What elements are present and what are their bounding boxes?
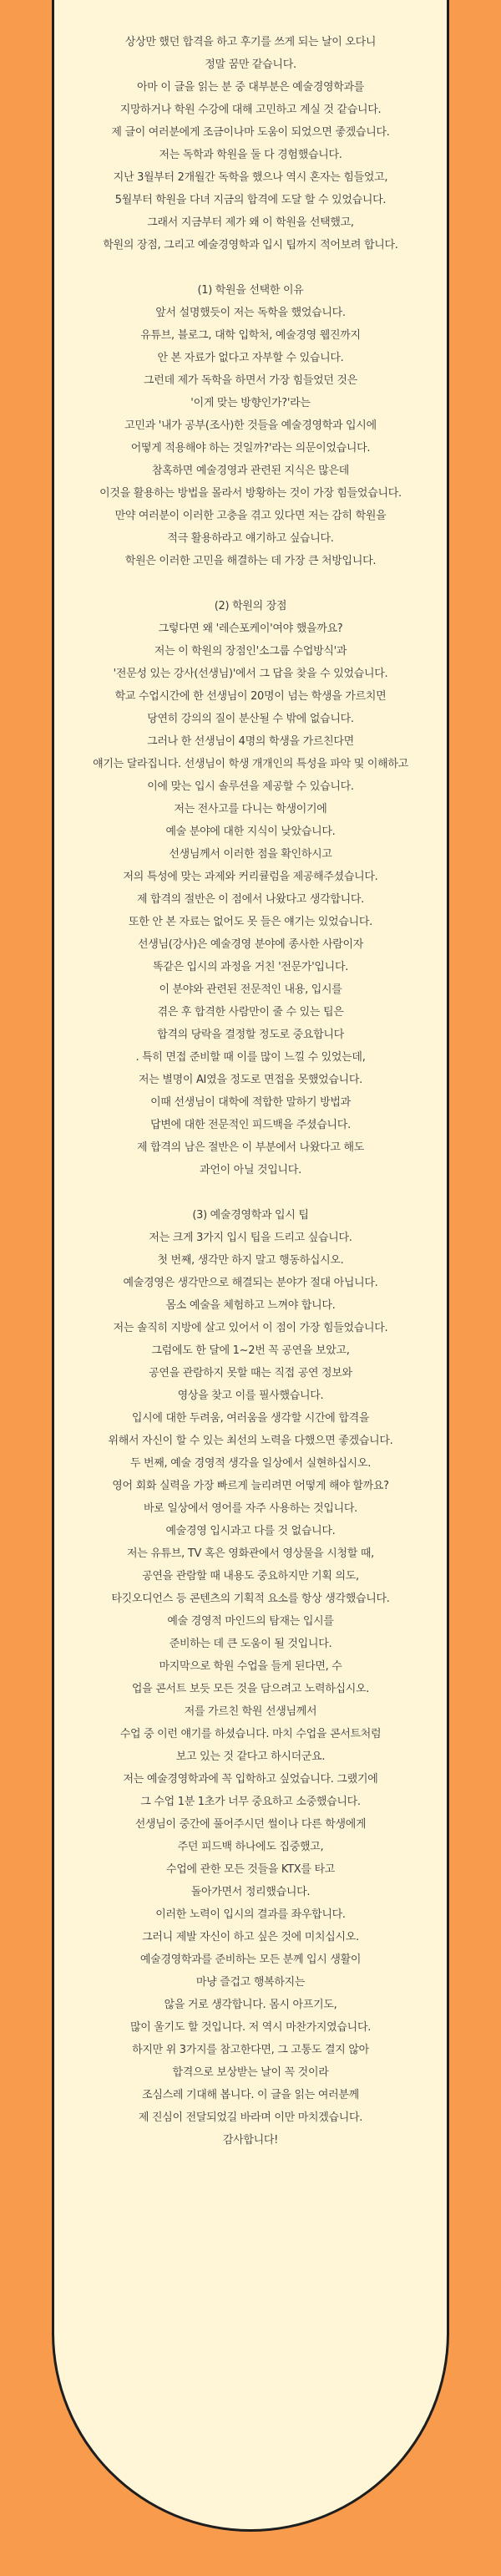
text-line: 겪은 후 합격한 사람만이 줄 수 있는 팁은 — [157, 1006, 344, 1019]
text-line: 영어 회화 실력을 가장 빠르게 늘리려면 어떻게 해야 할까요? — [112, 1480, 389, 1492]
section-3 — [58, 1204, 443, 2152]
text-line: 적극 활용하라고 얘기하고 싶습니다. — [167, 532, 334, 545]
text-line: 그 수업 1분 1초가 너무 중요하고 소중했습니다. — [140, 1796, 361, 1808]
text-line: 마지막으로 학원 수업을 들게 된다면, 수 — [159, 1660, 342, 1673]
text-line: 제 합격의 남은 절반은 이 부분에서 나왔다고 해도 — [137, 1141, 364, 1154]
text-line: 보고 있는 것 같다고 하시더군요. — [175, 1750, 326, 1763]
section-1-body — [58, 302, 443, 572]
text-line: 하지만 위 3가지를 참고한다면, 그 고통도 결지 않아 — [132, 2044, 369, 2056]
section-2-body — [58, 617, 443, 1181]
section-2 — [58, 595, 443, 1181]
text-line: 예술경영학과를 준비하는 모든 분께 입시 생활이 — [139, 1954, 362, 1966]
text-line: 저는 이 학원의 장점인'소그룹 수업방식'과 — [154, 645, 347, 658]
text-line: . 특히 면접 준비할 때 이를 많이 느낄 수 있었는데, — [135, 1051, 366, 1064]
text-line: 학원의 장점, 그리고 예술경영학과 입시 팁까지 적어보려 합니다. — [103, 239, 398, 252]
text-line: 마냥 즐겁고 행복하지는 — [195, 1976, 306, 1989]
text-line: 학원은 이러한 고민을 해결하는 데 가장 큰 처방입니다. — [124, 555, 377, 567]
text-line: 아마 이 글을 읽는 분 중 대부분은 예술경영학과를 — [137, 81, 364, 94]
text-line: 저는 크게 3가지 입시 팁을 드리고 싶습니다. — [149, 1232, 352, 1244]
text-line: 두 번째, 예술 경영적 생각을 일상에서 실현하십시오. — [129, 1457, 372, 1470]
text-line: 바로 일상에서 영어를 자주 사용하는 것입니다. — [144, 1502, 357, 1515]
text-line: 합격의 당락을 결정할 정도로 중요합니다 — [157, 1029, 344, 1041]
text-line: 제 합격의 절반은 이 점에서 나왔다고 생각합니다. — [137, 893, 364, 906]
text-line: 어떻게 적용해야 하는 것일까?'라는 의문이었습니다. — [130, 442, 371, 455]
text-line: 업을 콘서트 보듯 모든 것을 담으려고 노력하십시오. — [131, 1683, 370, 1695]
text-line: '이게 맞는 방향인가?'라는 — [190, 397, 311, 409]
text-line: 주던 피드백 하나에도 집중했고, — [177, 1841, 324, 1853]
text-line: 이때 선생님이 대학에 적합한 말하기 방법과 — [150, 1096, 351, 1109]
text-line: 이것을 활용하는 방법을 몰라서 방황하는 것이 가장 힘들었습니다. — [99, 487, 402, 500]
text-line: 안 본 자료가 없다고 자부할 수 있습니다. — [157, 352, 344, 364]
text-line: 돌아가면서 정리했습니다. — [190, 1886, 311, 1898]
text-line: 타깃오디언스 등 콘텐츠의 기획적 요소를 항상 생각했습니다. — [111, 1593, 390, 1605]
text-line: 입시에 대한 두려움, 여러움을 생각할 시간에 합격을 — [131, 1412, 370, 1425]
text-line: 조심스레 기대해 봅니다. 이 글을 읽는 여러분께 — [142, 2089, 359, 2101]
text-line: 그럼에도 한 달에 1~2번 꼭 공연을 보았고, — [151, 1344, 350, 1357]
text-line: 저는 전사고를 다니는 학생이기에 — [174, 803, 327, 815]
text-line: 정말 꿈만 같습니다. — [205, 58, 296, 71]
section-2-heading: (2) 학원의 장점 — [214, 600, 287, 612]
text-line: 당연히 강의의 질이 분산될 수 밖에 없습니다. — [147, 713, 354, 725]
text-line: 않을 거로 생각합니다. 몸시 아프기도, — [164, 1999, 337, 2011]
text-line: 몸소 예술을 체험하고 느껴야 합니다. — [165, 1299, 336, 1312]
text-line: 얘기는 달라집니다. 선생님이 학생 개개인의 특성을 파악 및 이해하고 — [93, 758, 408, 770]
text-line: 수업 중 이런 얘기를 하셨습니다. 마치 수업을 콘서트처럼 — [119, 1728, 382, 1740]
section-1 — [58, 279, 443, 572]
text-line: 저는 별명이 AI였을 정도로 면접을 못했었습니다. — [138, 1074, 363, 1086]
text-line: 감사합니다! — [222, 2134, 279, 2147]
text-line: 5월부터 학원을 다녀 지금의 합격에 도달 할 수 있었습니다. — [114, 194, 387, 206]
text-line: 이러한 노력이 입시의 결과를 좌우합니다. — [155, 1908, 346, 1921]
text-line: 이에 맞는 입시 솔루션을 제공할 수 있습니다. — [147, 780, 354, 793]
text-line: 제 진심이 전달되었길 바라며 이만 마치겠습니다. — [138, 2111, 363, 2124]
text-line: 합격으로 보상받는 날이 꼭 것이라 — [172, 2066, 329, 2079]
text-line: 저는 독학과 학원을 둘 다 경험했습니다. — [159, 149, 342, 161]
text-line: 저는 예술경영학과에 꼭 입학하고 싶었습니다. 그랬기에 — [123, 1773, 378, 1786]
text-line: 저는 유튜브, TV 혹은 영화관에서 영상물을 시청할 때, — [127, 1547, 374, 1560]
section-1-heading: (1) 학원을 선택한 이유 — [197, 284, 304, 297]
spacer — [58, 1181, 443, 1204]
text-line: 선생님께서 이러한 점을 확인하시고 — [169, 848, 332, 861]
text-line: 지난 3월부터 2개월간 독학을 했으나 역시 혼자는 힘들었고, — [113, 171, 388, 184]
text-line: 수업에 관한 모든 것들을 KTX를 타고 — [166, 1863, 335, 1876]
text-line: 예술 경영적 마인드의 탐재는 입시를 — [167, 1615, 334, 1628]
review-text — [58, 31, 443, 2152]
section-3-heading: (3) 예술경영학과 입시 팁 — [192, 1209, 309, 1222]
text-line: 예술 분야에 대한 지식이 낮았습니다. — [165, 826, 336, 838]
text-line: 공연을 관람할 때 내용도 중요하지만 기획 의도, — [142, 1570, 359, 1583]
section-3-body — [58, 1227, 443, 2152]
text-line: 그러니 제발 자신이 하고 싶은 것에 미치십시오. — [142, 1931, 359, 1943]
text-line: 많이 울기도 할 것입니다. 저 역시 마찬가지였습니다. — [129, 2021, 372, 2034]
text-line: 이 분야와 관련된 전문적인 내용, 입시를 — [159, 983, 342, 996]
text-line: 또한 안 본 자료는 없어도 못 들은 얘기는 있었습니다. — [129, 916, 372, 928]
text-line: 답변에 대한 전문적인 피드백을 주셨습니다. — [150, 1119, 351, 1131]
text-line: 그렇다면 왜 '레슨포케이'여야 했을까요? — [158, 622, 343, 635]
text-line: 선생님이 중간에 풀어주시던 썰이나 다른 학생에게 — [134, 1818, 367, 1831]
text-line: 학교 수업시간에 한 선생님이 20명이 넘는 학생을 가르치면 — [114, 690, 387, 703]
text-line: 첫 번째, 생각만 하지 말고 행동하십시오. — [157, 1254, 344, 1267]
text-line: 위해서 자신이 할 수 있는 최선의 노력을 다했으면 좋겠습니다. — [108, 1435, 393, 1447]
text-line: 과언이 아닐 것입니다. — [200, 1164, 301, 1176]
text-line: 참혹하면 예술경영과 관련된 지식은 많은데 — [152, 465, 349, 477]
spacer — [58, 257, 443, 279]
text-line: 선생님(강사)은 예술경영 분야에 종사한 사람이자 — [137, 938, 364, 951]
text-line: 유튜브, 블로그, 대학 입학처, 예술경영 웹진까지 — [140, 329, 361, 342]
text-line: 저는 솔직히 지방에 살고 있어서 이 점이 가장 힘들었습니다. — [113, 1322, 388, 1334]
text-line: 예술경영 입시과고 다를 것 없습니다. — [165, 1525, 336, 1537]
text-line: 그런데 제가 독학을 하면서 가장 힘들었던 것은 — [144, 374, 357, 387]
spacer — [58, 572, 443, 595]
text-line: 제 글이 여러분에게 조금이나마 도움이 되었으면 좋겠습니다. — [111, 126, 390, 139]
text-line: 만약 여러분이 이러한 고충을 겪고 있다면 저는 감히 학원을 — [114, 510, 387, 522]
text-line: 준비하는 데 큰 도움이 될 것입니다. — [169, 1638, 332, 1650]
text-line: 저를 가르친 학원 선생님께서 — [184, 1705, 317, 1718]
text-line: 영상을 찾고 이를 필사했습니다. — [177, 1390, 324, 1402]
text-line: 공연을 관람하지 못할 때는 직접 공연 정보와 — [149, 1367, 352, 1379]
text-line: 앞서 설명했듯이 저는 독학을 했었습니다. — [155, 307, 346, 319]
text-line: 그래서 지금부터 제가 왜 이 학원을 선택했고, — [147, 216, 354, 229]
text-line: 지망하거나 학원 수강에 대해 고민하고 계실 것 같습니다. — [119, 104, 382, 116]
text-line: '전문성 있는 강사(선생님)'에서 그 답을 찾을 수 있었습니다. — [113, 668, 388, 680]
text-line: 고민과 '내가 공부(조사)한 것들을 예술경영학과 입시에 — [124, 419, 377, 432]
text-line: 예술경영은 생각만으로 해결되는 분야가 절대 아닙니다. — [123, 1277, 378, 1289]
text-line: 그러나 한 선생님이 4명의 학생을 가르친다면 — [147, 735, 354, 748]
text-line: 상상만 했던 합격을 하고 후기를 쓰게 되는 날이 오다니 — [124, 36, 377, 48]
text-line: 저의 특성에 맞는 과제와 커리큘럼을 제공해주셨습니다. — [123, 871, 378, 883]
intro-block — [58, 31, 443, 257]
text-line: 똑같은 입시의 과정을 거친 '전문가'입니다. — [152, 961, 349, 973]
